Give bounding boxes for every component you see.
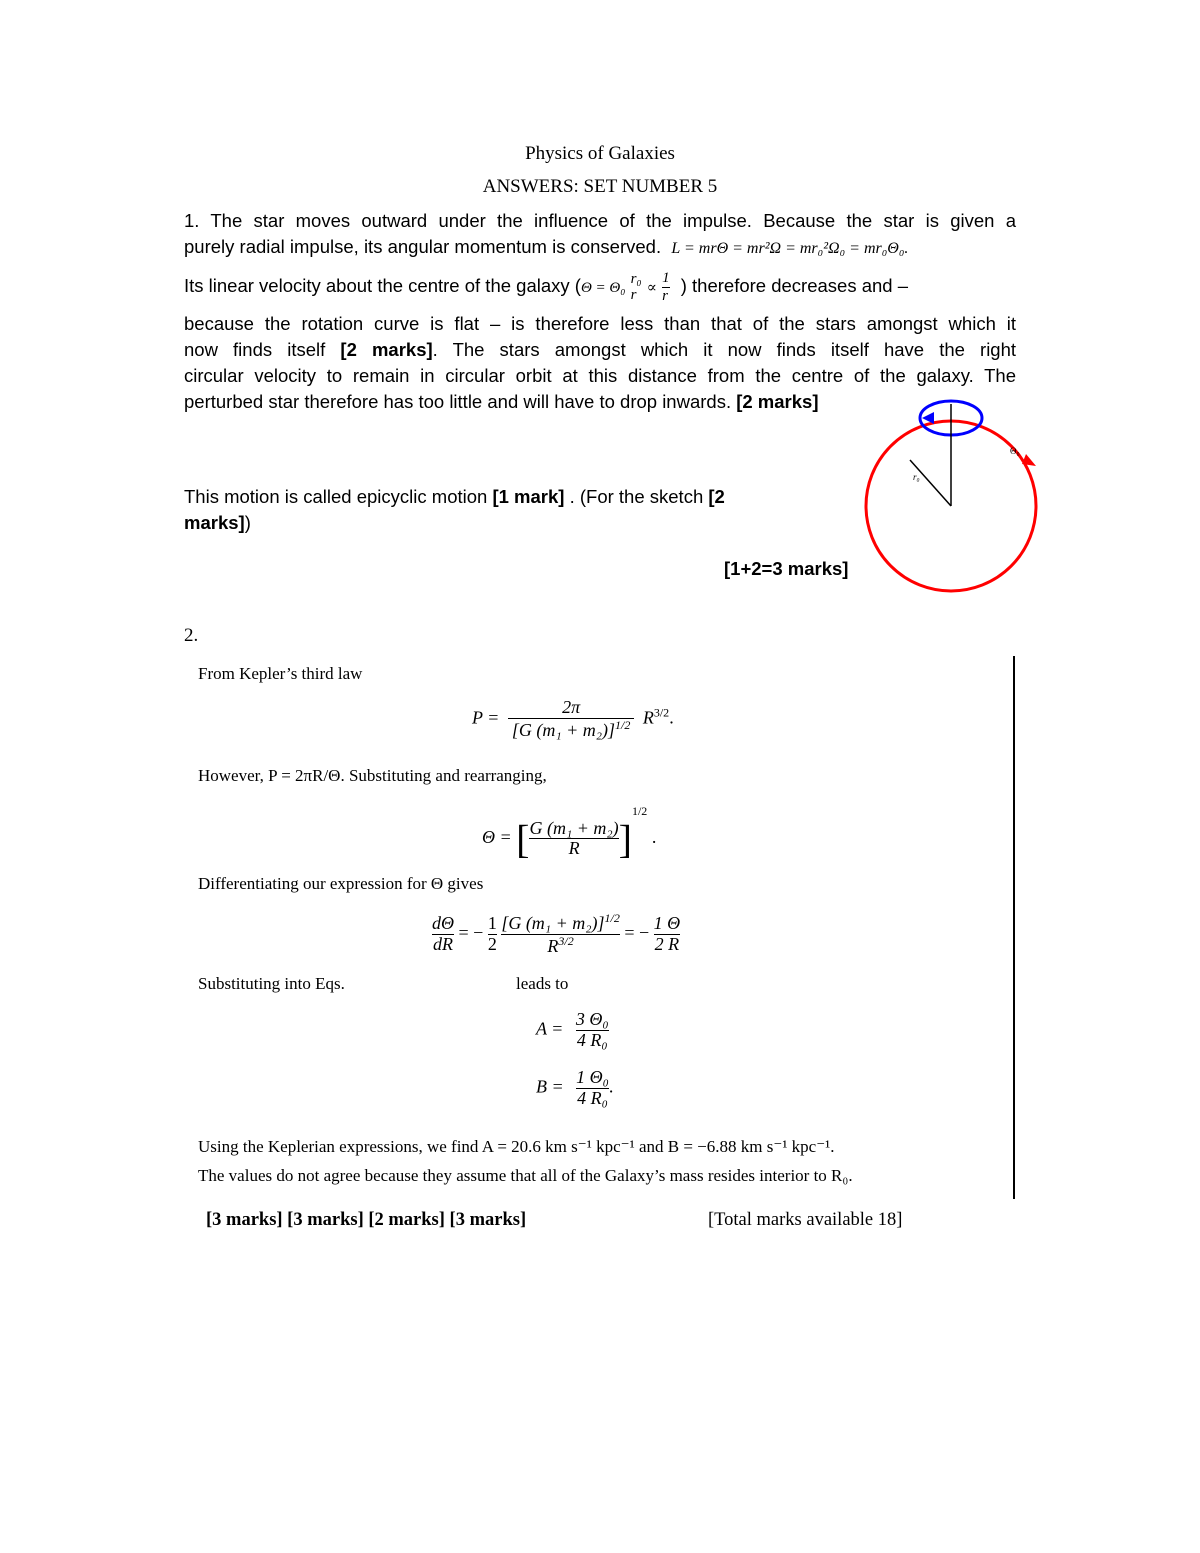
page-title: Physics of Galaxies (525, 143, 675, 164)
page-subtitle: ANSWERS: SET NUMBER 5 (482, 176, 718, 197)
q2-margin-rule (1013, 656, 1015, 1199)
epicyclic-line-1: This motion is called epicyclic motion [1 mark] . (For the sketch [2 (184, 486, 725, 507)
q1-line-4: because the rotation curve is flat – is therefore less than that of the stars amongst which it (184, 313, 1016, 334)
however-line: However, P = 2πR/Θ. Substituting and rearranging, (198, 766, 547, 785)
epicyclic-line-2: marks]) (184, 512, 251, 533)
epicycle-arrow-icon (922, 412, 934, 424)
q1-line-7: perturbed star therefore has too little and will have to drop inwards. [2 marks] (184, 391, 819, 412)
q1-line-5: now finds itself [2 marks]. The stars amongst which it now finds itself have the right (184, 339, 1017, 360)
leads-to-text: leads to (516, 974, 569, 993)
sketch-theta-label: Θ₀ (1010, 446, 1020, 456)
q1-line-3: Its linear velocity about the centre of the galaxy (Θ = Θ₀ r₀ r ∝ $\frac{1}{r}$ ) therefore decreases and – (184, 270, 909, 304)
substituting-line: Substituting into Eqs. (198, 974, 345, 993)
keplerian-values-line: Using the Keplerian expressions, we find A = 20.6 km s⁻¹ kpc⁻¹ and B = −6.88 km s⁻¹ kpc⁻¹. (198, 1137, 835, 1156)
disagreement-line: The values do not agree because they assume that all of the Galaxy’s mass resides interior to R₀. (198, 1166, 853, 1185)
q1-total-marks: [1+2=3 marks] (724, 558, 849, 579)
angular-momentum-equation: L = mrΘ = mr²Ω = mr₀²Ω₀ = mr₀Θ₀. (671, 240, 909, 257)
radius-diagonal (910, 460, 951, 506)
q1-line-1: 1. The star moves outward under the influence of the impulse. Because the star is given a (184, 210, 1016, 231)
equation-kepler: P = $\frac{2\pi}{[G (m_1 + m_2)]^{1/2}}$ $R^{3/2}$. (472, 697, 674, 740)
total-marks: [Total marks available 18] (708, 1210, 903, 1230)
equation-B: B = $\frac{\text{1 Θ₀}}{\text{4 R₀}}$ . (536, 1067, 614, 1108)
orbit-arrow-icon (1022, 454, 1036, 466)
epicycle-sketch (860, 390, 1050, 600)
q1-line-6: circular velocity to remain in circular orbit at this distance from the centre of the galaxy. The (184, 365, 1016, 386)
q1-line-2: purely radial impulse, its angular momentum is conserved. L = mrΘ = mr²Ω = mr₀²Ω₀ = mr₀Θ₀. (184, 236, 909, 257)
kepler-intro: From Kepler’s third law (198, 664, 363, 683)
equation-derivative: $\frac{d\Theta}{dR}$ = − $\frac{1}{2}$ $\frac{[G (m_1 + m_2)]^{1/2}}{R^{3/2}}$ = − $\frac{1 \Theta}{2 R}$ (432, 911, 681, 956)
q2-marks-list: [3 marks] [3 marks] [2 marks] [3 marks] (206, 1210, 527, 1230)
sketch-r-label: r₀ (913, 472, 920, 482)
differentiating-line: Differentiating our expression for Θ gives (198, 874, 484, 893)
equation-theta: Θ = [ $\frac{\text{G (m₁ + m₂)}}{R}$ ]$^{1/2}$ . (482, 804, 657, 862)
equation-A: A = $\frac{\text{3 Θ₀}}{\text{4 R₀}}$ (536, 1009, 609, 1050)
q2-number: 2. (184, 625, 199, 646)
